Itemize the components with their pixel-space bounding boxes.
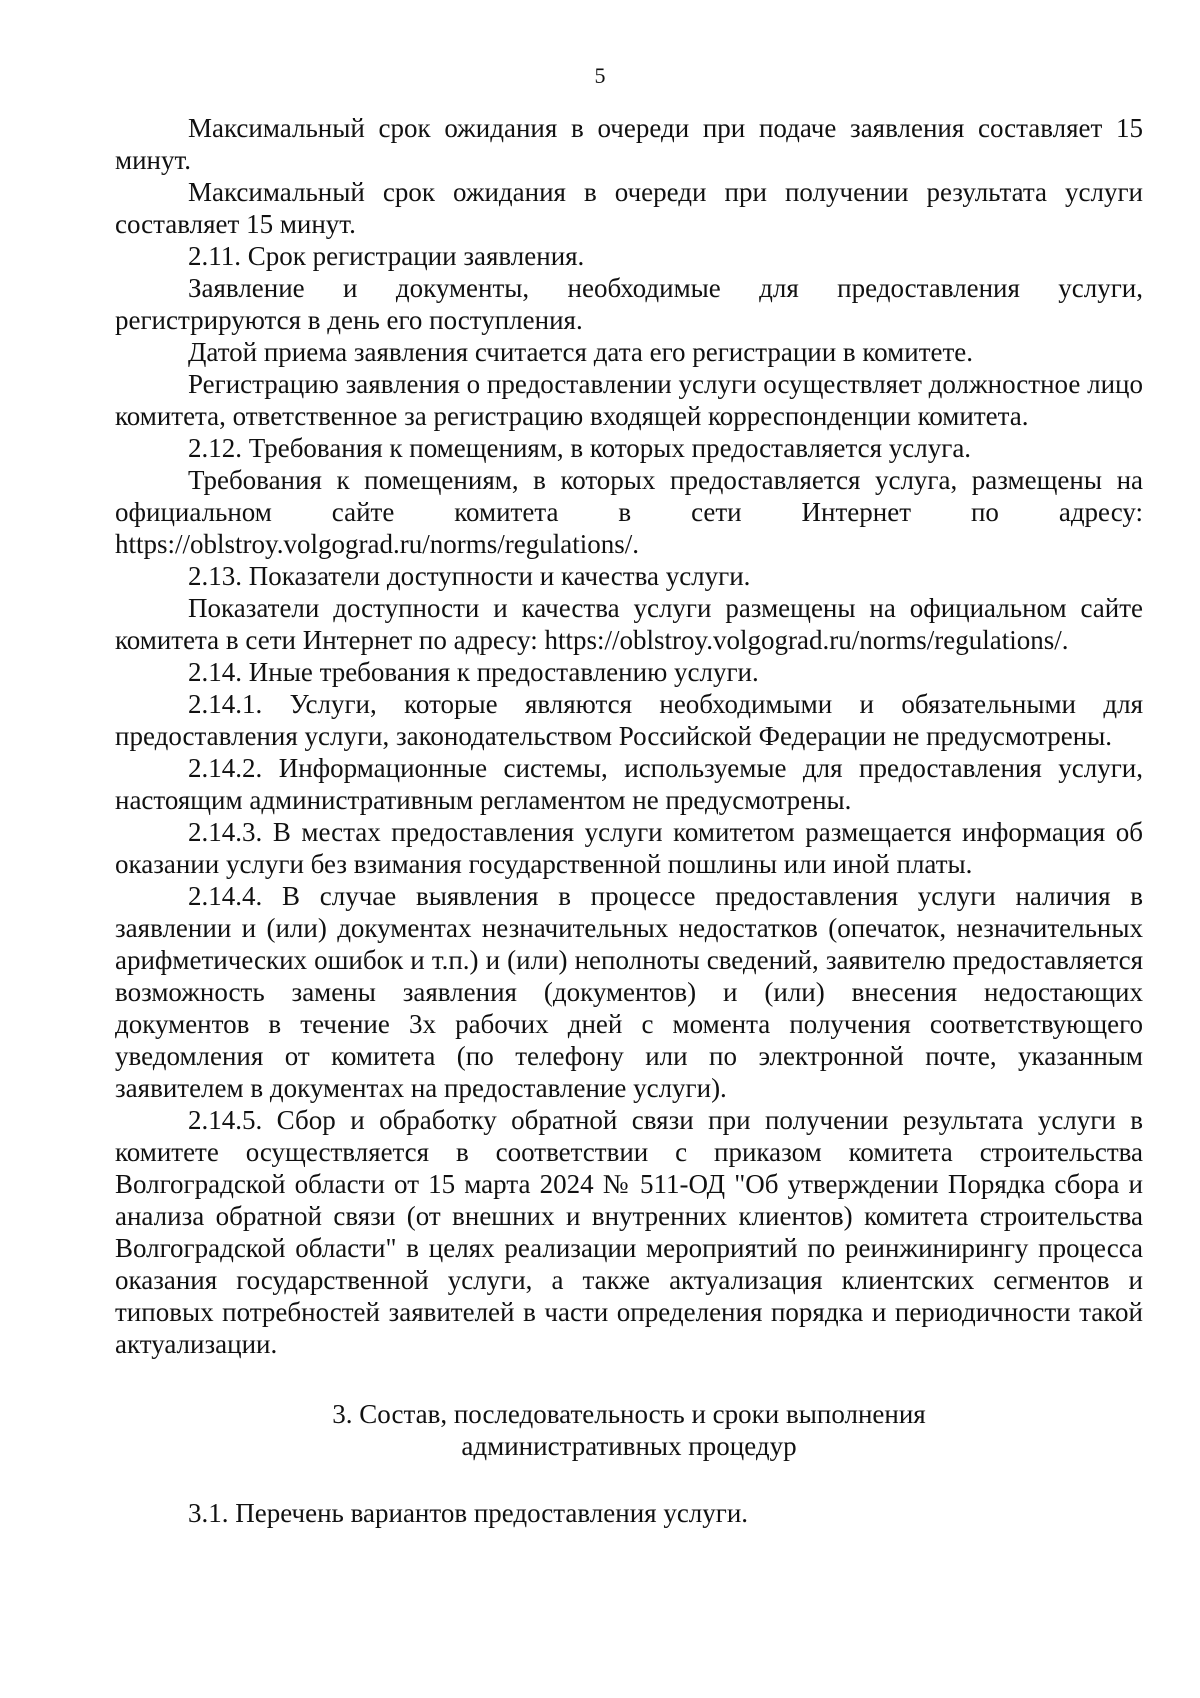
paragraph-registration-official: Регистрацию заявления о предоставлении услуги осуществляет должностное лицо комитета, ответственное за регистрацию входящей корреспонденции комитета.	[115, 369, 1143, 431]
paragraph-receipt-date: Датой приема заявления считается дата его регистрации в комитете.	[188, 337, 974, 367]
document-body	[115, 112, 1143, 1529]
paragraph-2-14-5: 2.14.5. Сбор и обработку обратной связи при получении результата услуги в комитете осуществляется в соответствии с приказом комитета строительства Волгоградской области от 15 марта 2024 № 511-ОД "Об утверждении Порядка сбора и анализа обратной связи (от внешних и внутренних клиентов) комитета строительства Волгоградской области" в целях реализации мероприятий по реинжинирингу процесса оказания государственной услуги, а также актуализация клиентских сегментов и типовых потребностей заявителей в части определения порядка и периодичности такой актуализации.	[115, 1105, 1143, 1359]
paragraph-2-13-heading: 2.13. Показатели доступности и качества услуги.	[188, 561, 751, 591]
paragraph-3-1-heading: 3.1. Перечень вариантов предоставления услуги.	[188, 1498, 749, 1528]
paragraph-2-14-2: 2.14.2. Информационные системы, используемые для предоставления услуги, настоящим административным регламентом не предусмотрены.	[115, 753, 1143, 815]
section-3-heading-line1: 3. Состав, последовательность и сроки выполнения	[332, 1399, 926, 1429]
section-3-heading-line2: административных процедур	[461, 1431, 797, 1461]
page-number: 5	[594, 63, 606, 88]
paragraph-queue-wait-submission: Максимальный срок ожидания в очереди при подаче заявления составляет 15 минут.	[115, 113, 1143, 175]
paragraph-2-14-heading: 2.14. Иные требования к предоставлению услуги.	[188, 657, 759, 687]
paragraph-2-12-heading: 2.12. Требования к помещениям, в которых предоставляется услуга.	[188, 433, 972, 463]
paragraph-2-14-1: 2.14.1. Услуги, которые являются необходимыми и обязательными для предоставления услуги, законодательством Российской Федерации не предусмотрены.	[115, 689, 1143, 751]
paragraph-2-14-3: 2.14.3. В местах предоставления услуги комитетом размещается информация об оказании услуги без взимания государственной пошлины или иной платы.	[115, 817, 1143, 879]
paragraph-2-14-4: 2.14.4. В случае выявления в процессе предоставления услуги наличия в заявлении и (или) документах незначительных недостатков (опечаток, незначительных арифметических ошибок и т.п.) и (или) неполноты сведений, заявителю предоставляется возможность замены заявления (документов) и (или) внесения недостающих документов в течение 3х рабочих дней с момента получения соответствующего уведомления от комитета (по телефону или по электронной почте, указанным заявителем в документах на предоставление услуги).	[115, 881, 1143, 1103]
section-3-heading	[115, 1398, 1143, 1462]
paragraph-quality-indicators: Показатели доступности и качества услуги размещены на официальном сайте комитета в сети Интернет по адресу: https://oblstroy.volgograd.ru/norms/regulations/.	[115, 593, 1143, 655]
paragraph-registration-day: Заявление и документы, необходимые для предоставления услуги, регистрируются в день его поступления.	[115, 273, 1143, 335]
paragraph-premises-requirements: Требования к помещениям, в которых предоставляется услуга, размещены на официальном сайте комитета в сети Интернет по адресу: https://oblstroy.volgograd.ru/norms/regulations/.	[115, 465, 1143, 559]
paragraph-queue-wait-result: Максимальный срок ожидания в очереди при получении результата услуги составляет 15 минут.	[115, 177, 1143, 239]
paragraph-2-11-heading: 2.11. Срок регистрации заявления.	[188, 241, 585, 271]
